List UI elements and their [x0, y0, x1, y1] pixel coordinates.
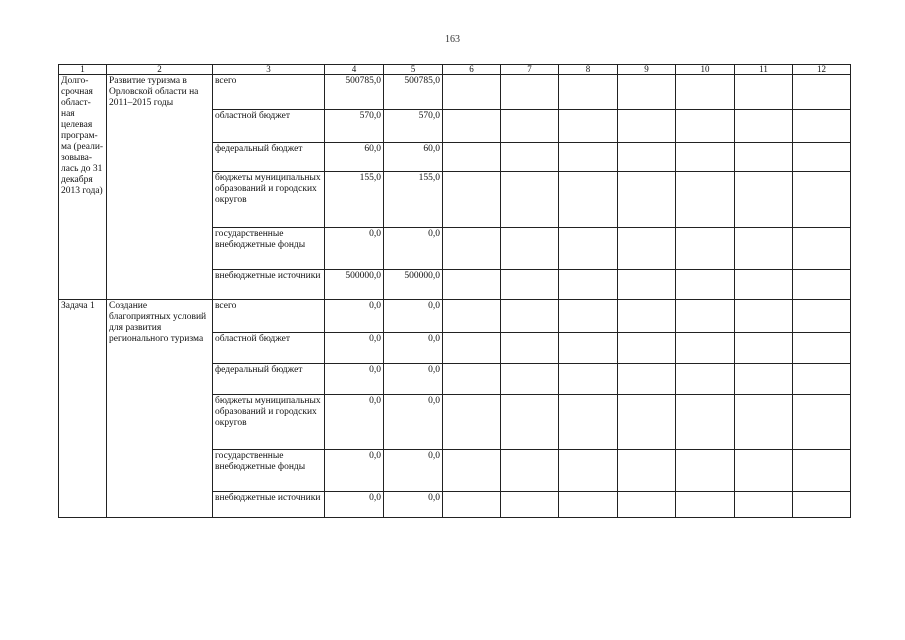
value-col4: 0,0	[325, 333, 384, 364]
program-name: Развитие туризма в Орловской области на 2011–2015 годы	[107, 75, 213, 300]
empty-cell	[676, 492, 735, 518]
task-label: Задача 1	[59, 300, 107, 518]
empty-cell	[443, 228, 501, 270]
empty-cell	[559, 333, 618, 364]
empty-cell	[618, 228, 676, 270]
empty-cell	[443, 450, 501, 492]
value-col4: 0,0	[325, 492, 384, 518]
funding-source: бюджеты муниципальных образований и городских округов	[213, 395, 325, 450]
empty-cell	[676, 143, 735, 172]
value-col5: 0,0	[384, 492, 443, 518]
empty-cell	[676, 270, 735, 300]
empty-cell	[443, 333, 501, 364]
empty-cell	[618, 300, 676, 333]
empty-cell	[559, 75, 618, 110]
column-number-row	[59, 65, 851, 75]
empty-cell	[501, 492, 559, 518]
empty-cell	[793, 143, 851, 172]
funding-source: всего	[213, 75, 325, 110]
empty-cell	[676, 75, 735, 110]
funding-source: всего	[213, 300, 325, 333]
funding-source: областной бюджет	[213, 110, 325, 143]
empty-cell	[735, 450, 793, 492]
empty-cell	[618, 492, 676, 518]
funding-source: внебюджетные источники	[213, 492, 325, 518]
funding-source: государственные внебюджетные фонды	[213, 228, 325, 270]
empty-cell	[793, 492, 851, 518]
empty-cell	[793, 110, 851, 143]
empty-cell	[676, 228, 735, 270]
empty-cell	[501, 450, 559, 492]
empty-cell	[618, 364, 676, 395]
column-number: 3	[213, 65, 325, 75]
value-col5: 500785,0	[384, 75, 443, 110]
column-number: 6	[443, 65, 501, 75]
empty-cell	[793, 270, 851, 300]
empty-cell	[501, 228, 559, 270]
empty-cell	[676, 110, 735, 143]
empty-cell	[735, 75, 793, 110]
value-col5: 60,0	[384, 143, 443, 172]
empty-cell	[559, 300, 618, 333]
value-col5: 0,0	[384, 228, 443, 270]
empty-cell	[735, 364, 793, 395]
empty-cell	[443, 110, 501, 143]
value-col4: 500785,0	[325, 75, 384, 110]
empty-cell	[443, 364, 501, 395]
empty-cell	[501, 110, 559, 143]
empty-cell	[793, 450, 851, 492]
empty-cell	[618, 75, 676, 110]
empty-cell	[559, 450, 618, 492]
empty-cell	[501, 270, 559, 300]
empty-cell	[676, 450, 735, 492]
value-col5: 0,0	[384, 364, 443, 395]
column-number: 1	[59, 65, 107, 75]
empty-cell	[443, 492, 501, 518]
column-number: 11	[735, 65, 793, 75]
empty-cell	[676, 333, 735, 364]
empty-cell	[443, 300, 501, 333]
column-number: 10	[676, 65, 735, 75]
column-number: 4	[325, 65, 384, 75]
value-col4: 0,0	[325, 395, 384, 450]
empty-cell	[559, 143, 618, 172]
value-col4: 155,0	[325, 172, 384, 228]
empty-cell	[735, 333, 793, 364]
empty-cell	[559, 110, 618, 143]
value-col4: 0,0	[325, 364, 384, 395]
empty-cell	[735, 110, 793, 143]
empty-cell	[501, 143, 559, 172]
value-col5: 155,0	[384, 172, 443, 228]
empty-cell	[618, 333, 676, 364]
empty-cell	[443, 395, 501, 450]
empty-cell	[559, 172, 618, 228]
table-row	[59, 75, 851, 110]
value-col5: 0,0	[384, 300, 443, 333]
empty-cell	[618, 143, 676, 172]
column-number: 5	[384, 65, 443, 75]
table-row	[59, 300, 851, 333]
empty-cell	[559, 395, 618, 450]
column-number: 7	[501, 65, 559, 75]
empty-cell	[443, 75, 501, 110]
empty-cell	[618, 395, 676, 450]
value-col5: 570,0	[384, 110, 443, 143]
empty-cell	[618, 450, 676, 492]
empty-cell	[735, 172, 793, 228]
funding-source: государственные внебюджетные фонды	[213, 450, 325, 492]
funding-source: областной бюджет	[213, 333, 325, 364]
empty-cell	[443, 172, 501, 228]
page-number: 163	[445, 34, 460, 45]
empty-cell	[735, 270, 793, 300]
funding-source: бюджеты муниципальных образований и городских округов	[213, 172, 325, 228]
value-col5: 500000,0	[384, 270, 443, 300]
empty-cell	[793, 75, 851, 110]
funding-source: внебюджетные источники	[213, 270, 325, 300]
value-col5: 0,0	[384, 333, 443, 364]
empty-cell	[676, 395, 735, 450]
empty-cell	[793, 228, 851, 270]
empty-cell	[443, 270, 501, 300]
funding-source: федеральный бюджет	[213, 143, 325, 172]
empty-cell	[501, 300, 559, 333]
empty-cell	[501, 172, 559, 228]
empty-cell	[735, 492, 793, 518]
value-col4: 0,0	[325, 450, 384, 492]
value-col4: 570,0	[325, 110, 384, 143]
empty-cell	[618, 110, 676, 143]
empty-cell	[793, 395, 851, 450]
empty-cell	[676, 172, 735, 228]
empty-cell	[793, 300, 851, 333]
empty-cell	[501, 333, 559, 364]
value-col5: 0,0	[384, 450, 443, 492]
column-number: 2	[107, 65, 213, 75]
empty-cell	[735, 143, 793, 172]
empty-cell	[793, 333, 851, 364]
empty-cell	[501, 75, 559, 110]
budget-table	[58, 64, 851, 518]
empty-cell	[735, 300, 793, 333]
empty-cell	[618, 172, 676, 228]
empty-cell	[559, 228, 618, 270]
funding-source: федеральный бюджет	[213, 364, 325, 395]
empty-cell	[559, 364, 618, 395]
value-col4: 0,0	[325, 228, 384, 270]
empty-cell	[676, 364, 735, 395]
empty-cell	[618, 270, 676, 300]
value-col4: 60,0	[325, 143, 384, 172]
empty-cell	[676, 300, 735, 333]
column-number: 8	[559, 65, 618, 75]
empty-cell	[501, 395, 559, 450]
empty-cell	[501, 364, 559, 395]
empty-cell	[793, 364, 851, 395]
task-name: Создание благоприятных условий для развития регионального туризма	[107, 300, 213, 518]
value-col4: 500000,0	[325, 270, 384, 300]
empty-cell	[443, 143, 501, 172]
program-label: Долго-срочная област-ная целевая програм-ма (реали-зовыва-лась до 31 декабря 2013 года)	[59, 75, 107, 300]
empty-cell	[559, 270, 618, 300]
empty-cell	[735, 395, 793, 450]
column-number: 9	[618, 65, 676, 75]
empty-cell	[793, 172, 851, 228]
empty-cell	[559, 492, 618, 518]
column-number: 12	[793, 65, 851, 75]
value-col5: 0,0	[384, 395, 443, 450]
value-col4: 0,0	[325, 300, 384, 333]
empty-cell	[735, 228, 793, 270]
